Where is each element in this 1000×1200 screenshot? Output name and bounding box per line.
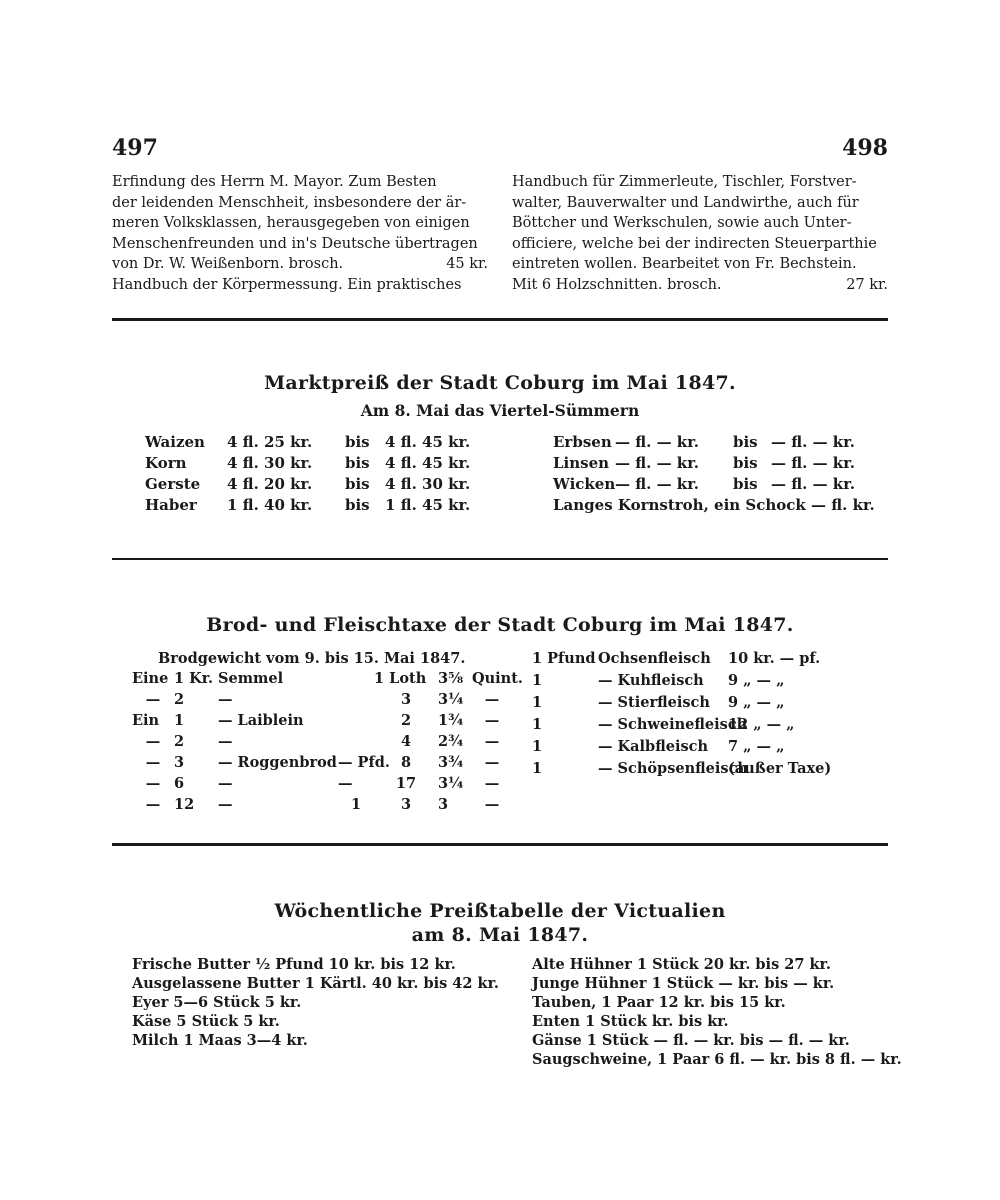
bread-cell: 8 [400, 754, 412, 771]
bread-cell [338, 733, 374, 750]
ad-column-left [112, 172, 488, 295]
bread-cell: 3 [400, 796, 412, 813]
market-row [553, 454, 855, 472]
ad-line: walter, Bauverwalter und Landwirthe, auch für [512, 194, 859, 211]
bread-cell: 3 [400, 691, 412, 708]
legume-name: Linsen [553, 454, 610, 472]
ad-line: Handbuch für Zimmerleute, Tischler, Forstver- [512, 174, 857, 190]
weekly-item: Enten 1 Stück kr. bis kr. [532, 1013, 729, 1030]
bread-cell: — [338, 775, 353, 792]
bread-cell: Quint. [472, 670, 523, 687]
ad-line: Mit 6 Holzschnitten. brosch. [512, 276, 722, 293]
market-row [553, 433, 855, 451]
market-title: Marktpreiß der Stadt Coburg im Mai 1847. [264, 372, 736, 394]
section-divider [112, 843, 888, 846]
page-number-right: 498 [842, 135, 888, 161]
bread-cell: — [484, 691, 500, 708]
meat-row [532, 738, 784, 755]
meat-row [532, 760, 831, 777]
legume-name: Wicken [553, 475, 616, 493]
meat-row [532, 716, 795, 733]
bread-cell: — [145, 796, 161, 813]
bread-cell: Semmel [218, 670, 284, 687]
bread-cell: — [484, 712, 500, 729]
bread-cell [338, 691, 374, 708]
bread-cell: — [145, 733, 161, 750]
bread-cell: — [145, 691, 161, 708]
bread-row [132, 691, 512, 708]
market-subtitle: Am 8. Mai das Viertel-Sümmern [360, 401, 640, 420]
weekly-item: Gänse 1 Stück — fl. — kr. bis — fl. — kr. [532, 1032, 850, 1049]
meat-kind: — Kalbfleisch [598, 738, 709, 755]
weekly-title: Wöchentliche Preißtabelle der Victualien [274, 900, 726, 922]
price-to: — fl. — kr. [771, 475, 855, 493]
bread-cell: 3¾ [438, 754, 464, 771]
bread-cell: — [484, 754, 500, 771]
bread-row [132, 796, 512, 813]
ad-line: Menschenfreunden und in's Deutsche übertragen [112, 235, 478, 252]
market-row [145, 454, 470, 472]
ad-price: 45 kr. [446, 256, 488, 272]
bread-row [132, 670, 523, 687]
ad-line: Handbuch der Körpermessung. Ein praktisches [112, 276, 462, 293]
price-from: 4 fl. 25 kr. [227, 433, 313, 451]
bread-cell: — [484, 796, 500, 813]
meat-qty: 1 [532, 760, 543, 777]
bread-cell: 3 [438, 796, 449, 813]
meat-qty: 1 [532, 716, 543, 733]
weekly-item: Eyer 5—6 Stück 5 kr. [132, 994, 302, 1011]
bread-cell: — Roggenbrod [218, 754, 337, 771]
bread-cell: 1 [350, 796, 362, 813]
bread-row [132, 775, 512, 792]
page-number-left: 497 [112, 135, 158, 161]
market-row [145, 496, 470, 514]
bis-label: bis [345, 433, 370, 451]
meat-kind: — Stierfleisch [598, 694, 710, 711]
meat-row [532, 650, 820, 667]
meat-qty: 1 Pfund [532, 650, 596, 667]
meat-price: 9 „ — „ [728, 694, 785, 711]
grain-name: Korn [145, 454, 187, 472]
bread-cell: 3¼ [438, 691, 464, 708]
price-to: 4 fl. 45 kr. [385, 454, 471, 472]
ad-line: Erfindung des Herrn M. Mayor. Zum Besten [112, 174, 437, 190]
bread-cell: 2 [174, 691, 185, 708]
straw-price: Langes Kornstroh, ein Schock — fl. kr. [553, 496, 875, 514]
market-row [145, 475, 470, 493]
legume-name: Erbsen [553, 433, 612, 451]
bis-label: bis [345, 475, 370, 493]
weekly-subtitle: am 8. Mai 1847. [411, 924, 589, 946]
weekly-item: Ausgelassene Butter 1 Kärtl. 40 kr. bis 42 kr. [132, 975, 499, 992]
ad-line: Böttcher und Werkschulen, sowie auch Unter- [512, 215, 852, 231]
bread-cell: 1 [174, 712, 185, 729]
bread-title: Brod- und Fleischtaxe der Stadt Coburg im Mai 1847. [206, 614, 794, 636]
ad-line: von Dr. W. Weißenborn. brosch. [112, 256, 344, 272]
bis-label: bis [733, 475, 758, 493]
meat-price: 7 „ — „ [728, 738, 785, 755]
price-from: 1 fl. 40 kr. [227, 496, 313, 514]
meat-price: 10 kr. — pf. [728, 650, 821, 667]
price-to: — fl. — kr. [771, 454, 855, 472]
weekly-item: Saugschweine, 1 Paar 6 fl. — kr. bis 8 fl. — kr. [532, 1051, 902, 1068]
bread-cell: 2 [400, 712, 412, 729]
ad-line: eintreten wollen. Bearbeitet von Fr. Bechstein. [512, 256, 857, 272]
meat-kind: Ochsenfleisch [598, 650, 711, 667]
weekly-item: Milch 1 Maas 3—4 kr. [132, 1032, 308, 1049]
bread-cell: 1 Loth [374, 670, 427, 687]
bis-label: bis [345, 454, 370, 472]
bread-cell: — [218, 796, 233, 813]
bread-row [132, 733, 512, 750]
price-to: 4 fl. 30 kr. [385, 475, 471, 493]
weekly-item: Junge Hühner 1 Stück — kr. bis — kr. [532, 975, 835, 992]
bread-cell: 3 [174, 754, 185, 771]
market-row [145, 433, 470, 451]
bread-cell: 3⅝ [438, 670, 464, 687]
ad-line-with-price [512, 275, 888, 296]
bread-cell: 12 [174, 796, 195, 813]
meat-price: (außer Taxe) [728, 760, 832, 777]
bread-cell: — Pfd. [338, 754, 390, 771]
bread-cell: — Laiblein [218, 712, 304, 729]
section-divider [112, 318, 888, 321]
meat-kind: — Kuhfleisch [598, 672, 704, 689]
price-from: 4 fl. 30 kr. [227, 454, 313, 472]
price-from: — fl. — kr. [615, 454, 699, 472]
meat-qty: 1 [532, 738, 543, 755]
price-to: 4 fl. 45 kr. [385, 433, 471, 451]
price-from: 4 fl. 20 kr. [227, 475, 313, 493]
bread-cell: 2¾ [438, 733, 464, 750]
weekly-item: Käse 5 Stück 5 kr. [132, 1013, 280, 1030]
section-divider [112, 558, 888, 560]
bread-cell: — [218, 775, 233, 792]
grain-name: Haber [145, 496, 197, 514]
meat-price: 9 „ — „ [728, 672, 785, 689]
ad-line: meren Volksklassen, herausgegeben von einigen [112, 215, 470, 231]
meat-row [532, 694, 784, 711]
grain-name: Waizen [145, 433, 205, 451]
bread-cell [338, 712, 374, 729]
bread-cell: — [218, 691, 233, 708]
bread-cell: — [145, 754, 161, 771]
bread-cell: 4 [400, 733, 412, 750]
bread-row [132, 712, 512, 729]
weekly-item: Frische Butter ½ Pfund 10 kr. bis 12 kr. [132, 956, 456, 973]
bread-cell: 3¼ [438, 775, 464, 792]
bread-cell: — [218, 733, 233, 750]
bread-cell: 6 [174, 775, 185, 792]
bis-label: bis [733, 433, 758, 451]
bread-cell: 2 [174, 733, 185, 750]
price-to: 1 fl. 45 kr. [385, 496, 471, 514]
weekly-item: Alte Hühner 1 Stück 20 kr. bis 27 kr. [532, 956, 831, 973]
grain-name: Gerste [145, 475, 201, 493]
meat-row [532, 672, 784, 689]
bread-cell: 1 Kr. [174, 670, 214, 687]
ad-line: officiere, welche bei der indirecten Steuerparthie [512, 235, 877, 252]
bis-label: bis [345, 496, 370, 514]
bread-row [132, 754, 512, 771]
ad-price: 27 kr. [846, 276, 888, 293]
meat-qty: 1 [532, 672, 543, 689]
bread-cell: 1¾ [438, 712, 464, 729]
ad-line-with-price [112, 254, 488, 275]
weekly-item: Tauben, 1 Paar 12 kr. bis 15 kr. [532, 994, 786, 1011]
meat-kind: — Schöpsenfleisch [598, 760, 748, 777]
price-from: — fl. — kr. [615, 433, 699, 451]
ad-line: der leidenden Menschheit, insbesondere der är- [112, 194, 467, 211]
bread-cell: Eine [132, 670, 169, 687]
meat-price: 12 „ — „ [728, 716, 795, 733]
bread-weight-header: Brodgewicht vom 9. bis 15. Mai 1847. [158, 650, 466, 667]
price-to: — fl. — kr. [771, 433, 855, 451]
market-row [553, 475, 855, 493]
bread-cell: — [484, 733, 500, 750]
bis-label: bis [733, 454, 758, 472]
meat-qty: 1 [532, 694, 543, 711]
price-from: — fl. — kr. [615, 475, 699, 493]
ad-column-right [512, 172, 888, 295]
meat-kind: — Schweinefleisch [598, 716, 748, 733]
bread-cell: — [484, 775, 500, 792]
bread-cell: — [145, 775, 161, 792]
bread-cell: Ein [132, 712, 160, 729]
bread-cell: 17 [395, 775, 417, 792]
bread-cell [338, 670, 374, 687]
